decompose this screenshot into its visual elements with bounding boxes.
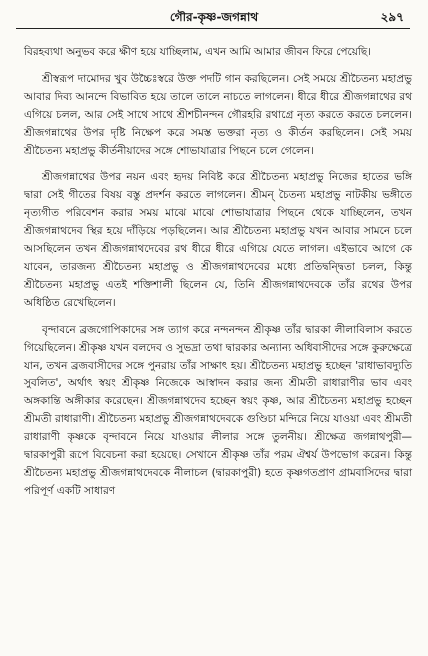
header-rule [16, 28, 410, 29]
paragraph-4: বৃন্দাবনে ব্রজগোপিকাদের সঙ্গ ত্যাগ করে নন্দনন্দন শ্রীকৃষ্ণ তাঁর দ্বারকা লীলাবিলাস করতে গিয়েছিলেন। শ্রীকৃষ্ণ যখন বলদেব ও সুভদ্রা তথা দ্বারকার অন্যান্য অধিবাসীদের সঙ্গে কুরুক্ষেত্রে যান, তখন ব্রজবাসীদের সঙ্গে পুনরায় তাঁর সাক্ষাৎ হয়। শ্রীচৈতন্য মহাপ্রভু হচ্ছেন 'রাধাভাবদ্যুতি সুবলিত', অর্থাৎ স্বয়ং শ্রীকৃষ্ণ নিজেকে আস্বাদন করার জন্য শ্রীমতী রাধারাণীর ভাব এবং অঙ্গকান্তি অঙ্গীকার করেছেন। শ্রীজগন্নাথদেব হচ্ছেন স্বয়ং কৃষ্ণ, আর শ্রীচৈতন্য মহাপ্রভু হচ্ছেন শ্রীমতী রাধারাণী। শ্রীচৈতন্য মহাপ্রভু শ্রীজগন্নাথদেবকে গুণ্ডিচা মন্দিরে নিয়ে যাওয়া এবং শ্রীমতী রাধারাণী কৃষ্ণকে বৃন্দাবনে নিয়ে যাওয়ার লীলার সঙ্গে তুলনীয়। শ্রীক্ষেত্র জগন্নাথপুরী—দ্বারকাপুরী রূপে বিবেচনা করা হয়েছে। সেখানে শ্রীকৃষ্ণ তাঁর পরম ঐশ্বর্য উপভোগ করেন। কিন্তু শ্রীচৈতন্য মহাপ্রভু শ্রীজগন্নাথদেবকে নীলাচল (দ্বারকাপুরী) হতে কৃষ্ণগতপ্রাণ গ্রামবাসিদের দ্বারা পরিপূর্ণ একটি সাধারণ [24, 323, 413, 497]
paragraph-3: শ্রীজগন্নাথের উপর নয়ন এবং হৃদয় নিবিষ্ট করে শ্রীচৈতন্য মহাপ্রভু নিজের হাতের ভঙ্গি দ্বারা সেই গীতের বিষয় বস্তু প্রদর্শন করতে লাগলেন। শ্রীমন্ চৈতন্য মহাপ্রভু নাটকীয় ভঙ্গীতে নৃত্যগীত পরিবেশন করার সময় মাঝে মাঝে শোভাযাত্রার পিছনে থেকে যাচ্ছিলেন, তখন শ্রীজগন্নাথদেব স্থির হয়ে দাঁড়িয়ে পড়ছিলেন। আর শ্রীচৈতন্য মহাপ্রভু যখন আবার সামনে চলে আসছিলেন তখন শ্রীজগন্নাথদেবের রথ ধীরে ধীরে এগিয়ে যেতে লাগল। এইভাবে আগে কে যাবেন, তারজন্য শ্রীচৈতন্য মহাপ্রভু ও শ্রীজগন্নাথদেবের মধ্যে প্রতিদ্বন্দ্বিতা চলল, কিন্তু শ্রীচৈতন্য মহাপ্রভু এতই শক্তিশালী ছিলেন যে, তিনি শ্রীজগন্নাথদেবকে তাঁর রথের উপর অধিষ্ঠিত রেখেছিলেন। [24, 171, 412, 309]
page-number: ২৯৭ [380, 10, 404, 24]
page-body [24, 44, 412, 510]
paragraph-1: বিরহব্যথা অনুভব করে ক্ষীণ হয়ে যাচ্ছিলাম, এখন আমি আমার জীবন ফিরে পেয়েছি। [24, 46, 372, 58]
header-title: গৌর-কৃষ্ণ-জগন্নাথ [169, 10, 259, 24]
running-header [20, 8, 408, 26]
paragraph-2: শ্রীস্বরূপ দামোদর খুব উচ্চৈঃস্বরে উক্ত পদটি গান করছিলেন। সেই সময়ে শ্রীচৈতন্য মহাপ্রভু আবার দিব্য আনন্দে বিভাবিত হয়ে তালে তালে নাচতে লাগলেন। ধীরে ধীরে শ্রীজগন্নাথের রথ এগিয়ে চলল, আর সেই সাথে সাথে শ্রীশচীনন্দন গৌরহরি রথাগ্রে নৃত্য করতে করতে চললেন। শ্রীজগন্নাথের উপর দৃষ্টি নিক্ষেপ করে সমস্ত ভক্তরা নৃত্য ও কীর্তন করছিলেন। সেই সময় শ্রীচৈতন্য মহাপ্রভু কীর্তনীয়াদের সঙ্গে শোভাযাত্রার পিছনে চলে গেলেন। [24, 72, 412, 157]
